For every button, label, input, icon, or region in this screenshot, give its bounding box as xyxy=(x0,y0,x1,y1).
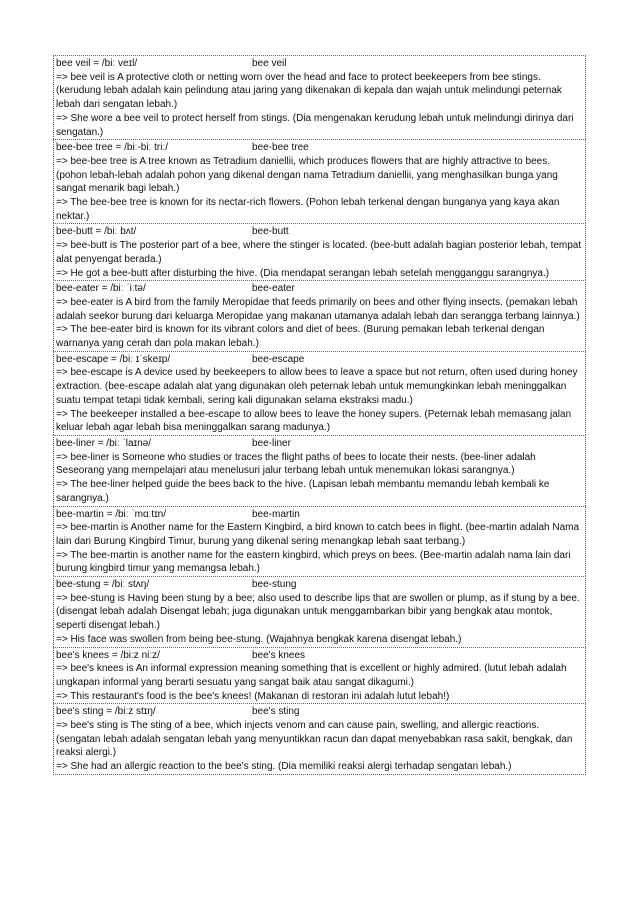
entry-header xyxy=(56,578,583,592)
headword-pronunciation: bee's knees = /biːz niːz/ xyxy=(56,649,160,661)
example: => He got a bee-butt after disturbing the hive. (Dia mendapat serangan lebah setelah mengganggu sarangnya.) xyxy=(56,267,550,279)
headword: bee-escape xyxy=(252,353,305,365)
entry-bee-stung xyxy=(53,576,586,647)
headword-pronunciation: bee-butt = /biː bʌt/ xyxy=(56,226,137,238)
entry-bee-bee-tree xyxy=(53,139,586,223)
headword: bee-martin xyxy=(252,508,300,520)
entry-header xyxy=(56,282,583,296)
entry-bees-knees xyxy=(53,647,586,704)
definition: => bee-martin is Another name for the Eastern Kingbird, a bird known to catch bees in flight. (bee-martin adalah Nama lain dari Burung Kingbird Timur, burung yang dikenal sering menangkap lebah saat terbang.) xyxy=(56,522,580,547)
entry-bee-veil xyxy=(53,55,586,139)
headword: bee-bee tree xyxy=(252,142,309,154)
example: => The bee-liner helped guide the bees back to the hive. (Lapisan lebah membantu memandu lebah kembali ke sarangnya.) xyxy=(56,479,550,504)
entry-header xyxy=(56,225,583,239)
example: => She had an allergic reaction to the bee's sting. (Dia memiliki reaksi alergi terhadap sengatan lebah.) xyxy=(56,761,512,773)
headword-pronunciation: bee's sting = /biːz stɪŋ/ xyxy=(56,706,156,718)
definition: => bee-liner is Someone who studies or traces the flight paths of bees to locate their nests. (bee-liner adalah Seseorang yang mempelajari atau menelusuri jalur terbang lebah untuk menemukan lokasi sarangnya.) xyxy=(56,451,536,477)
headword-pronunciation: bee-stung = /biː stʌŋ/ xyxy=(56,579,150,591)
headword-pronunciation: bee-liner = /biː ˈlaɪnə/ xyxy=(56,437,151,449)
example: => The bee-martin is another name for the eastern kingbird, which preys on bees. (Bee-martin adalah nama lain dari burung kingbird timur yang memangsa lebah.) xyxy=(56,549,571,575)
entry-bee-martin xyxy=(53,506,586,577)
example: => She wore a bee veil to protect herself from stings. (Dia mengenakan kerudung lebah untuk melindungi dirinya dari sengatan.) xyxy=(56,112,574,138)
entry-bee-escape xyxy=(53,351,586,435)
definition: => bee veil is A protective cloth or netting worn over the head and face to protect beekeepers from bee stings. (kerudung lebah adalah kain pelindung atau jaring yang dikenakan di kepala dan wajah untuk melindungi peternak lebah dari sengatan lebah.) xyxy=(56,71,562,111)
entry-bee-eater xyxy=(53,280,586,351)
definition: => bee-escape is A device used by beekeepers to allow bees to leave a space but not return, often used during honey extraction. (bee-escape adalah alat yang digunakan oleh peternak lebah untuk memungkinkan lebah meninggalkan suatu tempat tetapi tidak kembali, sering kali digunakan selama ekstraksi madu.) xyxy=(56,367,578,406)
entry-bee-butt xyxy=(53,223,586,280)
definition: => bee's knees is An informal expression meaning something that is excellent or highly admired. (lutut lebah adalah ungkapan informal yang berarti sesuatu yang sangat baik atau sangat dikagumi.) xyxy=(56,663,567,688)
entry-header xyxy=(56,57,583,71)
entry-header xyxy=(56,705,583,719)
headword: bee-eater xyxy=(252,283,295,295)
entry-header xyxy=(56,508,583,522)
example: => His face was swollen from being bee-stung. (Wajahnya bengkak karena disengat lebah.) xyxy=(56,633,462,645)
definition: => bee-stung is Having been stung by a bee; also used to describe lips that are swollen or plump, as if stung by a bee. (disengat lebah adalah Disengat lebah; juga digunakan untuk menggambarkan bibir yang bengkak atau montok, seperti disengat lebah.) xyxy=(56,592,580,632)
entry-bee-liner xyxy=(53,435,586,506)
example: => This restaurant's food is the bee's knees! (Makanan di restoran ini adalah lutut lebah!) xyxy=(56,690,450,702)
definition: => bee-butt is The posterior part of a bee, where the stinger is located. (bee-butt adalah bagian posterior lebah, tempat alat penyengat berada.) xyxy=(56,240,582,265)
headword-pronunciation: bee veil = /biː veɪl/ xyxy=(56,58,138,69)
definition: => bee-bee tree is A tree known as Tetradium daniellii, which produces flowers that are highly attractive to bees. (pohon lebah-lebah adalah pohon yang dikenal dengan nama Tetradium daniellii, yang menghasilkan bunga yang sangat menarik bagi lebah.) xyxy=(56,155,558,195)
entry-header xyxy=(56,437,583,451)
headword: bee-liner xyxy=(252,437,291,449)
definition: => bee-eater is A bird from the family Meropidae that feeds primarily on bees and other flying insects. (pemakan lebah adalah seekor burung dari keluarga Meropidae yang makanan utamanya adalah lebah dan serangga terbang lainnya.) xyxy=(56,296,580,322)
headword: bee's knees xyxy=(252,649,306,661)
entry-header xyxy=(56,649,583,663)
headword: bee-butt xyxy=(252,226,289,238)
entry-bees-sting xyxy=(53,703,586,775)
headword: bee's sting xyxy=(252,706,300,718)
entry-header xyxy=(56,353,583,367)
example: => The beekeeper installed a bee-escape to allow bees to leave the honey supers. (Peternak lebah memasang jalan keluar lebah agar lebah bisa meninggalkan sarang madunya.) xyxy=(56,408,572,434)
example: => The bee-bee tree is known for its nectar-rich flowers. (Pohon lebah terkenal dengan bunganya yang kaya akan nektar.) xyxy=(56,197,560,222)
headword-pronunciation: bee-escape = /biː ɪˈskeɪp/ xyxy=(56,353,171,365)
example: => The bee-eater bird is known for its vibrant colors and diet of bees. (Burung pemakan lebah terkenal dengan warnanya yang cerah dan pola makan lebah.) xyxy=(56,324,545,350)
headword-pronunciation: bee-bee tree = /biː-biː triː/ xyxy=(56,142,169,154)
headword: bee-stung xyxy=(252,579,297,591)
entry-header xyxy=(56,141,583,155)
headword-pronunciation: bee-martin = /biː ˈmɑːtɪn/ xyxy=(56,508,166,520)
headword-pronunciation: bee-eater = /biː ˈiːtə/ xyxy=(56,283,146,295)
headword: bee veil xyxy=(252,58,287,69)
definition: => bee's sting is The sting of a bee, which injects venom and can cause pain, swelling, and allergic reactions. (sengatan lebah adalah sengatan lebah yang menyuntikkan racun dan dapat menyebabkan rasa sakit, bengkak, dan reaksi alergi.) xyxy=(56,720,573,759)
glossary-page xyxy=(53,55,586,775)
